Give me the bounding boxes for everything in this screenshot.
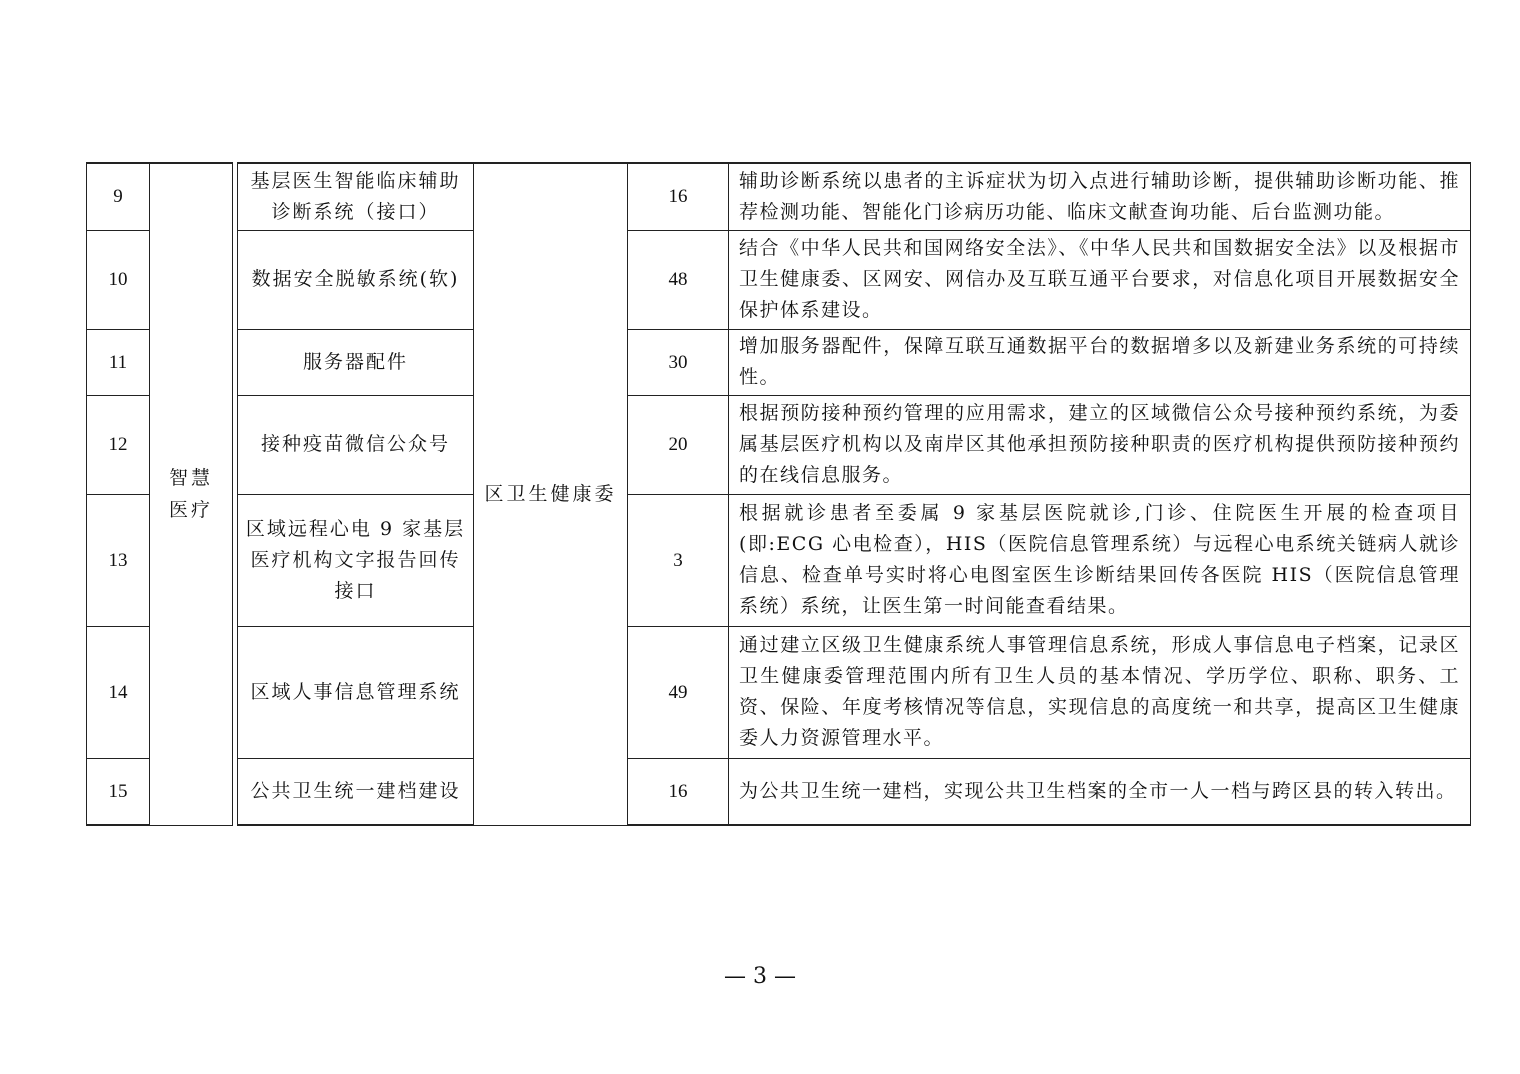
amount: 20 [628,395,729,494]
row-number: 15 [87,758,150,825]
table-row [87,758,1471,825]
description: 根据就诊患者至委属 9 家基层医院就诊,门诊、住院医生开展的检查项目(即:ECG 心电检查），HIS（医院信息管理系统）与远程心电系统关链病人就诊信息、检查单号实时将心电图室医生诊断结果回传各医院 HIS（医院信息管理系统）系统，让医生第一时间能查看结果。 [729,494,1471,626]
system-name: 公共卫生统一建档建设 [238,758,474,825]
description: 辅助诊断系统以患者的主诉症状为切入点进行辅助诊断，提供辅助诊断功能、推荐检测功能、智能化门诊病历功能、临床文献查询功能、后台监测功能。 [729,163,1471,230]
description: 根据预防接种预约管理的应用需求，建立的区域微信公众号接种预约系统，为委属基层医疗机构以及南岸区其他承担预防接种职责的医疗机构提供预防接种预约的在线信息服务。 [729,395,1471,494]
category-label: 智慧医疗 [169,467,214,522]
system-name: 区域远程心电 9 家基层医疗机构文字报告回传接口 [238,494,474,626]
amount: 16 [628,163,729,230]
project-table [86,162,1471,826]
row-number: 9 [87,163,150,230]
table-row [87,230,1471,329]
department-cell: 区卫生健康委 [474,163,628,825]
amount: 49 [628,626,729,758]
description: 增加服务器配件，保障互联互通数据平台的数据增多以及新建业务系统的可持续性。 [729,329,1471,395]
amount: 30 [628,329,729,395]
row-number: 12 [87,395,150,494]
description: 为公共卫生统一建档，实现公共卫生档案的全市一人一档与跨区县的转入转出。 [729,758,1471,825]
table-row [87,626,1471,758]
row-number: 11 [87,329,150,395]
project-table-container [86,162,1468,826]
category-cell [150,163,233,825]
system-name: 区域人事信息管理系统 [238,626,474,758]
amount: 48 [628,230,729,329]
row-number: 14 [87,626,150,758]
page-number: — 3 — [724,964,796,989]
system-name: 接种疫苗微信公众号 [238,395,474,494]
table-row [87,395,1471,494]
system-name: 基层医生智能临床辅助诊断系统（接口） [238,163,474,230]
table-row [87,494,1471,626]
table-row [87,329,1471,395]
amount: 3 [628,494,729,626]
row-number: 13 [87,494,150,626]
system-name: 服务器配件 [238,329,474,395]
row-number: 10 [87,230,150,329]
description: 通过建立区级卫生健康系统人事管理信息系统，形成人事信息电子档案，记录区卫生健康委管理范围内所有卫生人员的基本情况、学历学位、职称、职务、工资、保险、年度考核情况等信息，实现信息的高度统一和共享，提高区卫生健康委人力资源管理水平。 [729,626,1471,758]
amount: 16 [628,758,729,825]
system-name: 数据安全脱敏系统(软) [238,230,474,329]
table-row [87,163,1471,230]
description: 结合《中华人民共和国网络安全法》、《中华人民共和国数据安全法》以及根据市卫生健康委、区网安、网信办及互联互通平台要求，对信息化项目开展数据安全保护体系建设。 [729,230,1471,329]
